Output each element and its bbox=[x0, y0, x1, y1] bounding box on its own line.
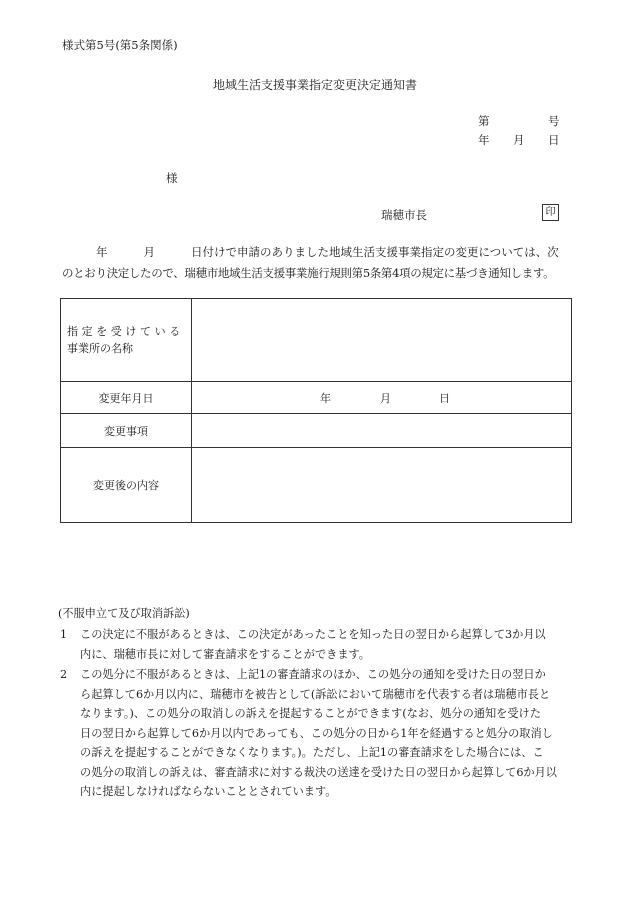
item-line: の訴えを提起することができなくなります。)。ただし、上記1の審査請求をした場合には、こ bbox=[80, 746, 544, 759]
change-date-value bbox=[192, 382, 572, 414]
item-line: 内に、瑞穂市長に対して審査請求をすることができます。 bbox=[80, 647, 370, 661]
change-item-label: 変更事項 bbox=[61, 414, 192, 448]
seal-mark: 印 bbox=[542, 204, 559, 221]
date-day: 日 bbox=[548, 133, 560, 147]
change-date-year: 年 bbox=[320, 392, 331, 405]
item-line: この処分に不服があるときは、上記1の審査請求のほか、この処分の通知を受けた日の翌日か bbox=[80, 668, 546, 681]
change-item-value bbox=[192, 414, 572, 448]
body-year: 年 bbox=[96, 245, 108, 259]
table-row bbox=[61, 299, 572, 382]
table-row bbox=[61, 448, 572, 523]
item-number: 1 bbox=[60, 628, 68, 641]
form-number: 様式第5号(第5条関係) bbox=[62, 38, 178, 52]
list-item bbox=[58, 665, 578, 802]
objection-section bbox=[58, 604, 578, 802]
item-line: 内に提起しなければならないこととされています。 bbox=[80, 785, 337, 798]
date-year: 年 bbox=[478, 133, 490, 147]
item-number: 2 bbox=[60, 668, 68, 681]
date-month: 月 bbox=[513, 133, 525, 147]
changed-content-label: 変更後の内容 bbox=[61, 448, 192, 523]
change-info-table bbox=[60, 298, 572, 523]
notice-body bbox=[62, 242, 582, 284]
item-line: の処分の取消しの訴えは、審査請求に対する裁決の送達を受けた日の翌日から起算して6か月以 bbox=[80, 765, 557, 779]
change-date-day: 日 bbox=[439, 392, 450, 405]
office-name-label: 指定を受けている 事業所の名称 bbox=[61, 299, 192, 382]
item-line: この決定に不服があるときは、この決定があったことを知った日の翌日から起算して3か月以 bbox=[80, 628, 546, 641]
issuer-name: 瑞穂市長 bbox=[381, 208, 427, 222]
number-suffix: 号 bbox=[548, 114, 560, 128]
table-row bbox=[61, 414, 572, 448]
item-line: なります。)、この処分の取消しの訴えを提起することができます(なお、処分の通知を受けた bbox=[80, 707, 541, 720]
change-date-label: 変更年月日 bbox=[61, 382, 192, 414]
item-line: 日の翌日から起算して6か月以内であっても、この処分の日から1年を経過すると処分の取消し bbox=[80, 726, 553, 740]
change-date-month: 月 bbox=[380, 392, 391, 405]
body-month: 月 bbox=[143, 245, 155, 259]
list-item bbox=[58, 625, 578, 664]
addressee-suffix: 様 bbox=[166, 171, 178, 185]
body-line1: 日付けで申請のありました地域生活支援事業指定の変更については、次 bbox=[191, 245, 559, 259]
number-label: 第 bbox=[478, 114, 490, 128]
table-row bbox=[61, 382, 572, 414]
item-line: ら起算して6か月以内に、瑞穂市を被告として(訴訟において瑞穂市を代表する者は瑞穂市長と bbox=[80, 687, 551, 701]
objection-heading: (不服申立て及び取消訴訟) bbox=[58, 607, 190, 620]
body-line2: のとおり決定したので、瑞穂市地域生活支援事業施行規則第5条第4項の規定に基づき通知します。 bbox=[62, 266, 555, 280]
changed-content-value bbox=[192, 448, 572, 523]
office-name-value bbox=[192, 299, 572, 382]
document-title: 地域生活支援事業指定変更決定通知書 bbox=[212, 78, 417, 92]
